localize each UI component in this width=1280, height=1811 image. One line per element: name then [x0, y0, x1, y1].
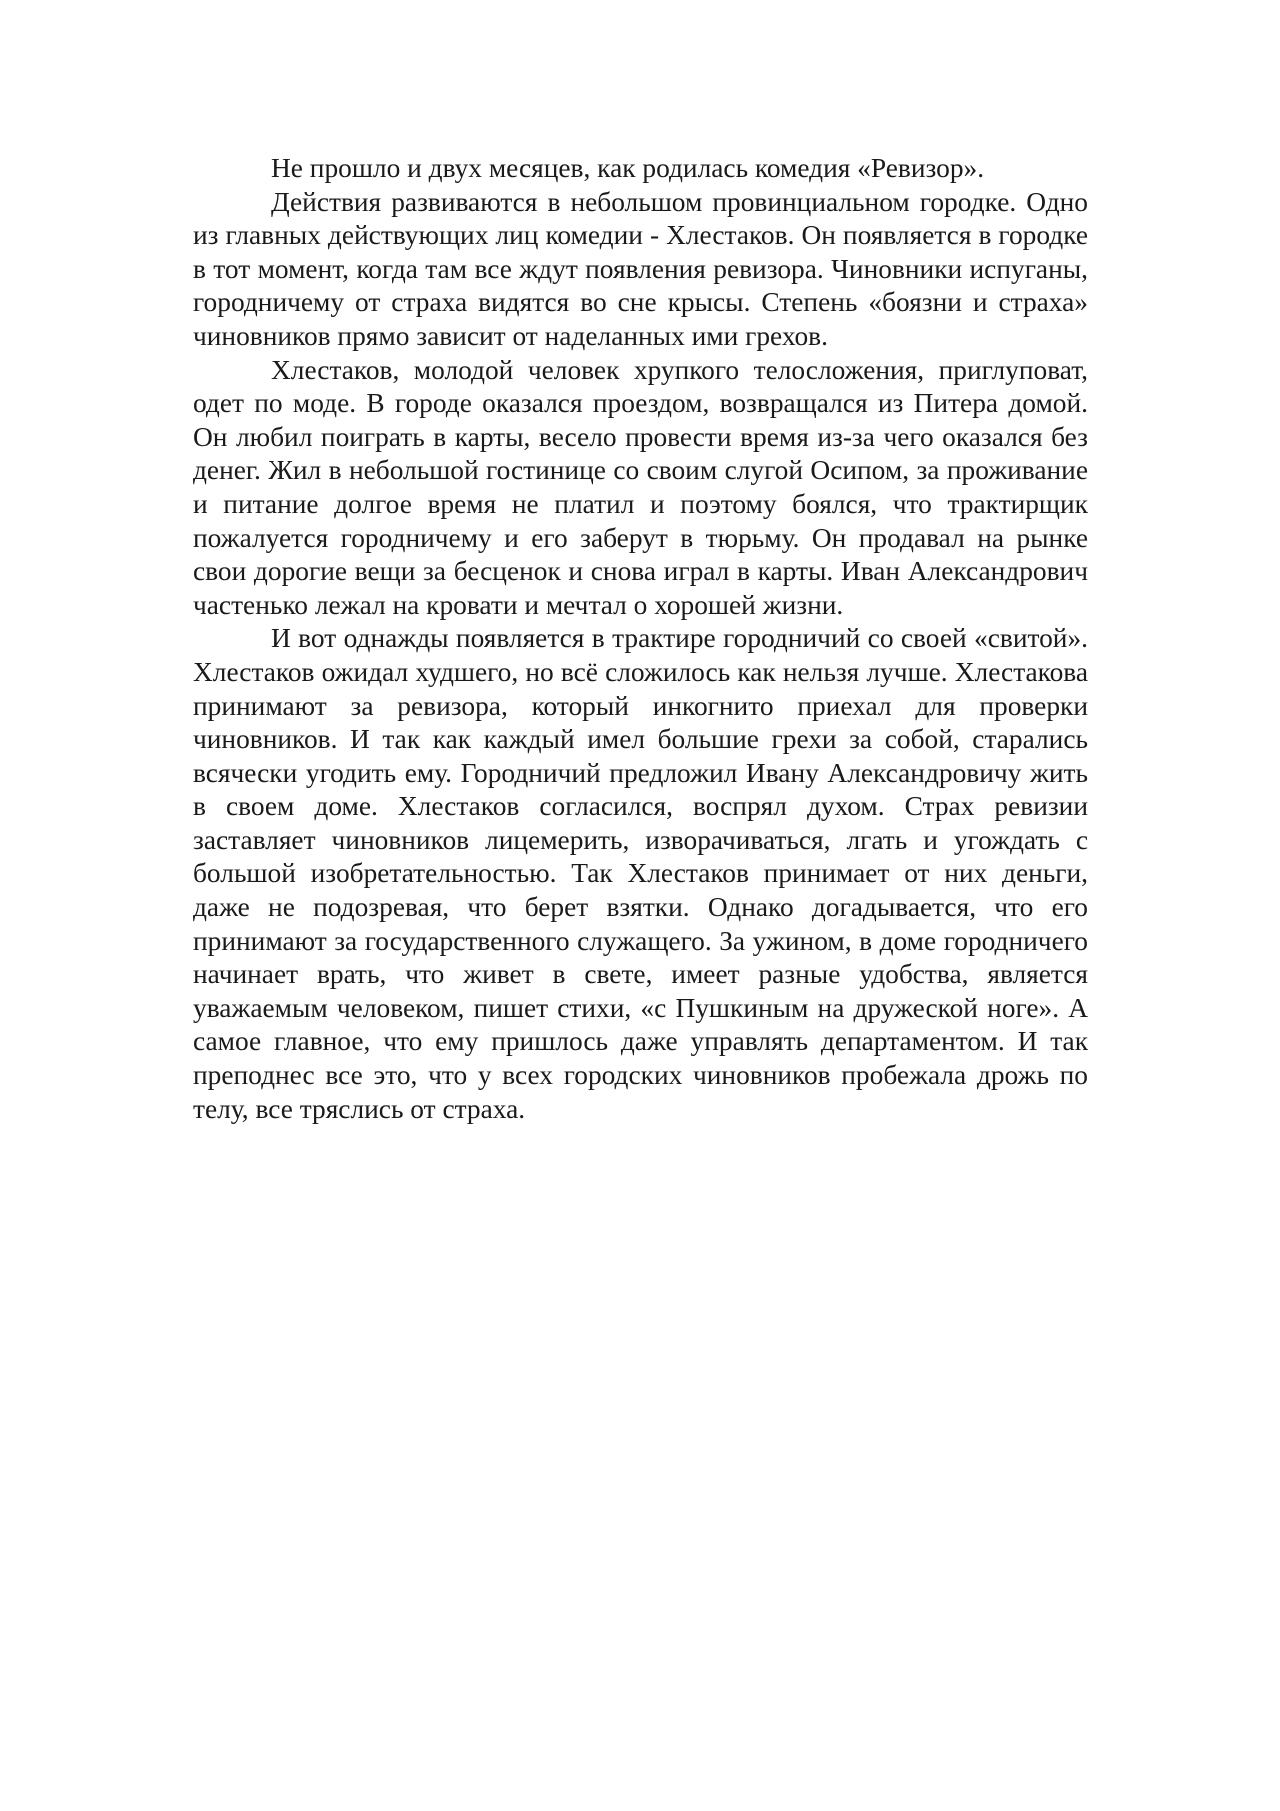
paragraph-2: Действия развиваются в небольшом провинциальном городке. Одно из главных действующих лиц комедии - Хлестаков. Он появляется в городке в тот момент, когда там все ждут появления ревизора. Чиновники испуганы, городничему от страха видятся во сне крысы. Степень «боязни и страха» чиновников прямо зависит от наделанных ими грехов. [193, 186, 1088, 351]
paragraph-1: Не прошло и двух месяцев, как родилась комедия «Ревизор». [271, 153, 985, 183]
paragraph-3: Хлестаков, молодой человек хрупкого телосложения, приглуповат, одет по моде. В городе оказался проездом, возвращался из Питера домой. Он любил поиграть в карты, весело провести время из-за чего оказался без денег. Жил в небольшой гостинице со своим слугой Осипом, за проживание и питание долгое время не платил и поэтому боялся, что трактирщик пожалуется городничему и его заберут в тюрьму. Он продавал на рынке свои дорогие вещи за бесценок и снова играл в карты. Иван Александрович частенько лежал на кровати и мечтал о хорошей жизни. [193, 354, 1088, 620]
paragraph-4: И вот однажды появляется в трактире городничий со своей «свитой». Хлестаков ожидал худшего, но всё сложилось как нельзя лучше. Хлестакова принимают за ревизора, который инкогнито приехал для проверки чиновников. И так как каждый имел большие грехи за собой, старались всячески угодить ему. Городничий предложил Ивану Александровичу жить в своем доме. Хлестаков согласился, воспрял духом. Страх ревизии заставляет чиновников лицемерить, изворачиваться, лгать и угождать с большой изобретательностью. Так Хлестаков принимает от них деньги, даже не подозревая, что берет взятки. Однако догадывается, что его принимают за государственного служащего. За ужином, в доме городничего начинает врать, что живет в свете, имеет разные удобства, является уважаемым человеком, пишет стихи, «с Пушкиным на дружеской ноге». А самое главное, что ему пришлось даже управлять департаментом. И так преподнес все это, что у всех городских чиновников пробежала дрожь по телу, все тряслись от страха. [193, 623, 1088, 1124]
document-body [193, 152, 1088, 1126]
